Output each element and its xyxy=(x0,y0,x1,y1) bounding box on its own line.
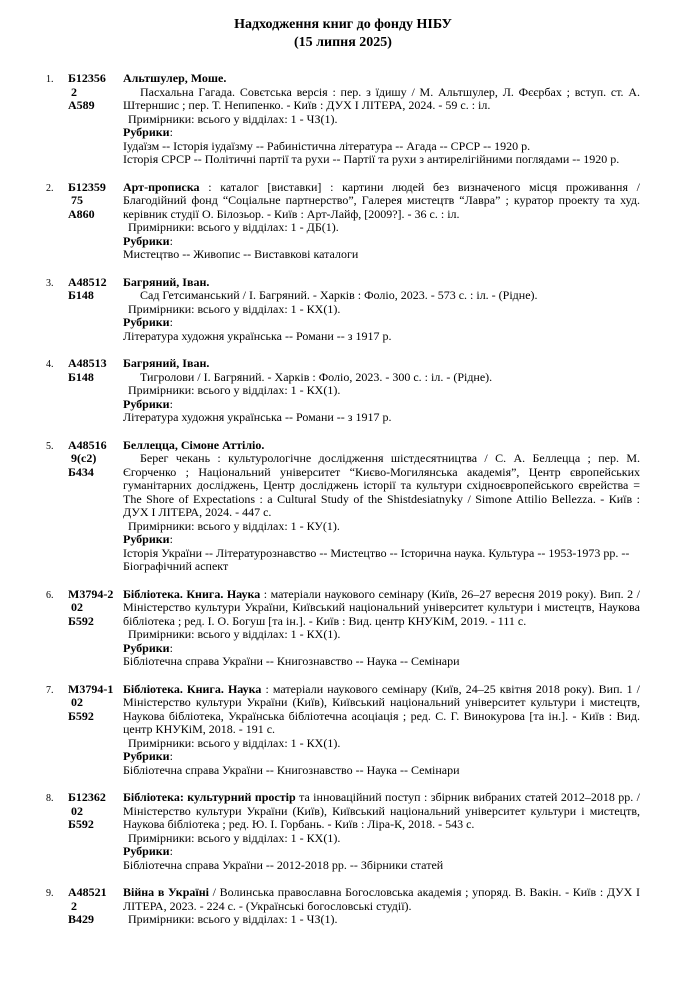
catalog-entry xyxy=(46,439,640,574)
entry-body xyxy=(123,181,640,262)
entry-title: Бібліотека: культурний простір xyxy=(123,790,296,804)
rubrics-label-text: Рубрики xyxy=(123,233,170,248)
entry-body xyxy=(123,886,640,927)
rubrics-label: Рубрики: xyxy=(123,233,173,248)
entry-call-number xyxy=(68,72,123,167)
entry-number: 5. xyxy=(46,440,54,452)
call-number-line: А48513 xyxy=(68,356,107,370)
call-number-line: Б592 xyxy=(68,708,94,723)
entry-description: Берег чекань : культурологічне дослідження шістдесятництва / С. А. Беллецца ; пер. М. Єгорченко ; Національний університет “Києво-Могилянська академія”, Центр європейських гуманітарних досліджень, Центр досліджень історії та культури східноєвропейського єврейства = The Shore of Expectations : a Cultural Study of the Shistdesiatnyky / Simone Attilio Bellezza. - Київ : ДУХ І ЛІТЕРА, 2024. - 447 с. xyxy=(123,451,640,519)
rubrics-label-text: Рубрики xyxy=(123,640,170,655)
rubrics-label-text: Рубрики xyxy=(123,396,170,411)
entry-copies: Примірники: всього у відділах: 1 - ДБ(1). xyxy=(128,220,339,234)
entry-author: Багряний, Іван. xyxy=(123,274,210,289)
call-number-line: 2 xyxy=(68,898,77,913)
rubrics-label-text: Рубрики xyxy=(123,749,170,763)
rubric-line: Історія України -- Літературознавство -- Мистецтво -- Історична наука. Культура -- 1953-1973 рр. -- Біографічний аспект xyxy=(123,545,630,573)
call-number-line: В429 xyxy=(68,912,95,926)
entry-body xyxy=(123,683,640,778)
rubrics-label: Рубрики: xyxy=(123,396,173,411)
rubrics-label-text: Рубрики xyxy=(123,532,170,546)
call-number-line: 02 xyxy=(68,803,83,818)
rubrics-label: Рубрики: xyxy=(123,844,173,858)
call-number-line: 75 xyxy=(68,193,83,207)
rubric-line: Бібліотечна справа України -- Книгознавство -- Наука -- Семінари xyxy=(123,762,460,777)
catalog-entry xyxy=(46,72,640,167)
entry-copies: Примірники: всього у відділах: 1 - КУ(1). xyxy=(128,518,340,533)
entry-body xyxy=(123,357,640,425)
entry-call-number xyxy=(68,791,123,872)
rubrics-label: Рубрики: xyxy=(123,749,173,763)
call-number-line: Б12359 xyxy=(68,179,106,194)
entry-copies: Примірники: всього у відділах: 1 - ЧЗ(1). xyxy=(128,912,338,926)
entry-title: Арт-прописка xyxy=(123,179,200,194)
entry-copies: Примірники: всього у відділах: 1 - КХ(1). xyxy=(128,627,341,641)
entry-number: 7. xyxy=(46,684,54,696)
entry-call-number xyxy=(68,886,123,927)
rubrics-label: Рубрики: xyxy=(123,532,173,546)
entry-author: Альтшулер, Моше. xyxy=(123,71,227,85)
call-number-line: Б434 xyxy=(68,464,94,479)
call-number-line: А589 xyxy=(68,98,95,112)
rubric-line: Література художня українська -- Романи -- з 1917 р. xyxy=(123,410,392,424)
entry-call-number xyxy=(68,276,123,344)
entry-body xyxy=(123,439,640,574)
entry-author: Багряний, Іван. xyxy=(123,356,210,370)
entry-call-number xyxy=(68,588,123,669)
call-number-line: Б148 xyxy=(68,369,94,384)
document-title-line2: (15 липня 2025) xyxy=(294,35,392,50)
call-number-line: М3794-1 xyxy=(68,681,114,696)
catalog-entry xyxy=(46,886,640,927)
call-number-line: Б592 xyxy=(68,613,94,628)
rubric-line: Література художня українська -- Романи -- з 1917 р. xyxy=(123,328,392,343)
entry-title: Війна в Україні xyxy=(123,885,209,899)
entry-description: Війна в Україні / Волинська православна Богословська академія ; упоряд. В. Вакін. - Київ : ДУХ І ЛІТЕРА, 2023. - 224 с. - (Українські богословські студії). xyxy=(123,885,641,913)
entry-description: Бібліотека. Книга. Наука : матеріали наукового семінару (Київ, 24–25 квітня 2018 року). Вип. 1 / Міністерство культури України (Київ), Київський національний університет культури і мистецтв, Наукова бібліотека, Українська бібліотечна асоціація ; ред. С. Г. Винокурова [та ін.]. - Київ : Вид. центр КНУКіМ, 2018. - 191 с. xyxy=(123,681,641,736)
entry-number: 2. xyxy=(46,182,54,194)
entry-description: Пасхальна Гагада. Совєтська версія : пер. з їдишу / М. Альтшулер, Л. Фєєрбах ; вступ. ст. А. Штерншис ; пер. Т. Непипенко. - Київ : ДУХ І ЛІТЕРА, 2024. - 59 с. : іл. xyxy=(123,84,640,112)
call-number-line: 9(с2) xyxy=(68,451,97,465)
document-title xyxy=(46,16,640,52)
rubric-line: Бібліотечна справа України -- Книгознавство -- Наука -- Семінари xyxy=(123,654,460,668)
rubric-line: Іудаїзм -- Історія іудаїзму -- Рабиністична література -- Агада -- СРСР -- 1920 р. xyxy=(123,138,531,153)
catalog-entry xyxy=(46,276,640,344)
entry-copies: Примірники: всього у відділах: 1 - КХ(1). xyxy=(128,830,341,845)
catalog-entry xyxy=(46,588,640,669)
rubrics-label: Рубрики: xyxy=(123,125,173,139)
entries-list xyxy=(46,72,640,927)
entry-number: 8. xyxy=(46,793,54,804)
call-number-line: А48521 xyxy=(68,885,107,899)
entry-number: 6. xyxy=(46,589,54,601)
call-number-line: Б148 xyxy=(68,288,94,302)
rubrics-label-text: Рубрики xyxy=(123,844,170,858)
entry-body xyxy=(123,276,640,344)
entry-number: 4. xyxy=(46,359,54,370)
catalog-entry xyxy=(46,181,640,262)
call-number-line: 02 xyxy=(68,695,83,709)
entry-author: Беллецца, Сімоне Аттіліо. xyxy=(123,437,265,452)
call-number-line: Б12356 xyxy=(68,71,106,85)
entry-body xyxy=(123,588,640,669)
rubrics-label: Рубрики: xyxy=(123,640,173,655)
call-number-line: Б592 xyxy=(68,817,94,831)
entry-copies: Примірники: всього у відділах: 1 - КХ(1). xyxy=(128,383,341,397)
entry-number: 9. xyxy=(46,888,54,899)
rubrics-label: Рубрики: xyxy=(123,315,173,329)
entry-call-number xyxy=(68,439,123,574)
entry-body xyxy=(123,791,640,872)
call-number-line: 02 xyxy=(68,600,83,614)
rubrics-label-text: Рубрики xyxy=(123,125,170,139)
rubric-line: Мистецтво -- Живопис -- Виставкові каталоги xyxy=(123,247,359,261)
entry-copies: Примірники: всього у відділах: 1 - КХ(1). xyxy=(128,735,341,750)
call-number-line: А48516 xyxy=(68,437,107,452)
entry-call-number xyxy=(68,181,123,262)
catalog-entry xyxy=(46,683,640,778)
catalog-entry xyxy=(46,357,640,425)
document-title-line1: Надходження книг до фонду НІБУ xyxy=(234,17,452,32)
rubric-line: Бібліотечна справа України -- 2012-2018 рр. -- Збірники статей xyxy=(123,857,444,872)
entry-title: Бібліотека. Книга. Наука xyxy=(123,681,262,696)
entry-number: 3. xyxy=(46,277,54,289)
rubric-line: Історія СРСР -- Політичні партії та рухи -- Партії та рухи з антирелігійними поглядами -- 1920 р. xyxy=(123,152,620,166)
entry-description: Тигролови / І. Багряний. - Харків : Фоліо, 2023. - 300 с. : іл. - (Рідне). xyxy=(140,369,493,384)
entry-description: Сад Гетсиманський / І. Багряний. - Харків : Фоліо, 2023. - 573 с. : іл. - (Рідне). xyxy=(140,288,538,302)
entry-copies: Примірники: всього у відділах: 1 - ЧЗ(1). xyxy=(128,111,338,126)
entry-call-number xyxy=(68,683,123,778)
call-number-line: 2 xyxy=(68,84,77,99)
entry-body xyxy=(123,72,640,167)
entry-copies: Примірники: всього у відділах: 1 - КХ(1). xyxy=(128,301,341,316)
entry-description: Бібліотека. Книга. Наука : матеріали наукового семінару (Київ, 26–27 вересня 2019 року). Вип. 2 / Міністерство культури України, Київський національний університет культури і мистецтв, Наукова бібліотека ; ред. І. О. Богуш [та ін.]. - Київ : Вид. центр КНУКіМ, 2019. - 111 с. xyxy=(123,586,640,628)
entry-title: Бібліотека. Книга. Наука xyxy=(123,586,261,601)
entry-number: 1. xyxy=(46,74,54,85)
catalog-entry xyxy=(46,791,640,872)
call-number-line: М3794-2 xyxy=(68,586,114,601)
entry-call-number xyxy=(68,357,123,425)
entry-description: Арт-прописка : каталог [виставки] : картини людей без визначеного місця проживання / Благодійний фонд “Соціальне партнерство”, Галерея мистецтв “Лавра” ; куратор проекту та худ. керівник студії О. Білозьор. - Київ : Арт-Лайф, [2009?]. - 36 с. : іл. xyxy=(123,179,640,221)
call-number-line: А48512 xyxy=(68,274,107,289)
call-number-line: А860 xyxy=(68,206,95,221)
entry-description: Бібліотека: культурний простір та інноваційний поступ : збірник вибраних статей 2012–2018 рр. / Міністерство культури України (Київ), Київський національний університет культури і мистецтв, Наукова бібліотека ; ред. Ю. І. Горбань. - Київ : Ліра-К, 2018. - 543 с. xyxy=(123,790,640,831)
rubrics-label-text: Рубрики xyxy=(123,315,170,329)
call-number-line: Б12362 xyxy=(68,790,106,804)
